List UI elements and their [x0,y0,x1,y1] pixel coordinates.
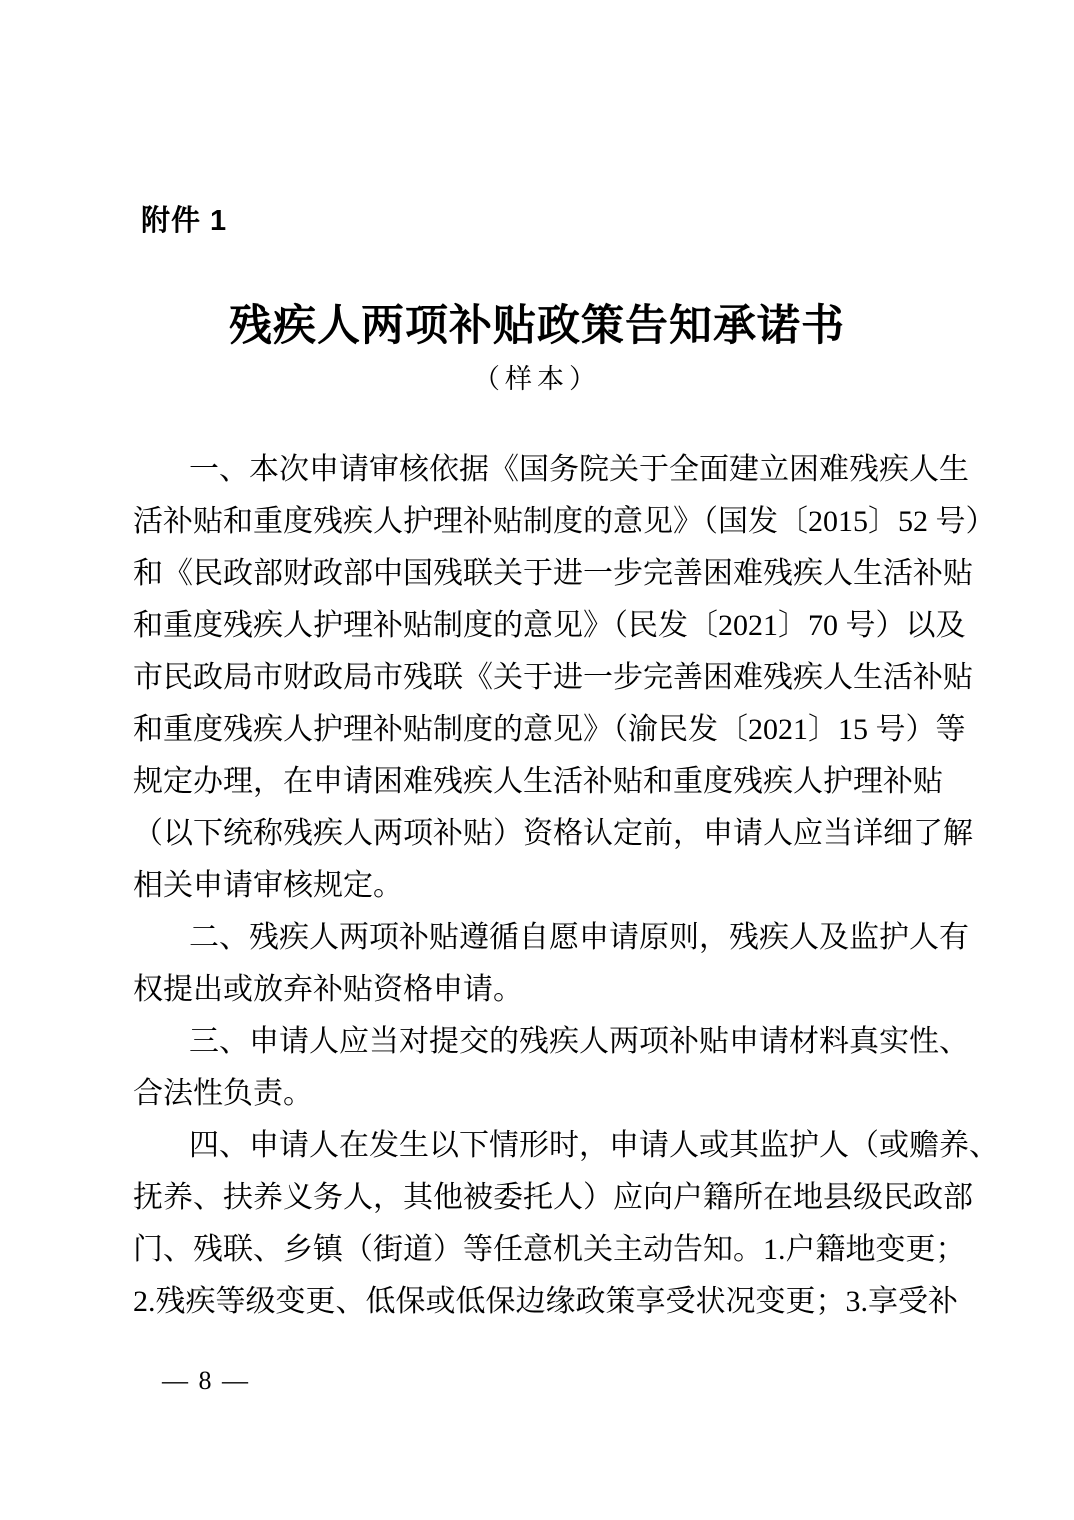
body-line: 抚养、扶养义务人，其他被委托人）应向户籍所在地县级民政部 [133,1181,973,1214]
body-line: 市民政局市财政局市残联《关于进一步完善困难残疾人生活补贴 [133,661,973,694]
body-line: 2.残疾等级变更、低保或低保边缘政策享受状况变更；3.享受补 [133,1285,958,1318]
doc-subtitle: （样本） [473,364,601,394]
document-body [133,444,999,1328]
page-number: — 8 — [162,1366,250,1395]
body-line: 和重度残疾人护理补贴制度的意见》（渝民发〔2021〕15 号）等 [133,713,966,746]
page-title: 残疾人两项补贴政策告知承诺书 [229,303,845,350]
body-line: 和重度残疾人护理补贴制度的意见》（民发〔2021〕70 号）以及 [133,609,966,642]
body-line: 权提出或放弃补贴资格申请。 [133,973,523,1006]
body-line: 二、残疾人两项补贴遵循自愿申请原则，残疾人及监护人有 [189,921,969,954]
body-line: 三、申请人应当对提交的残疾人两项补贴申请材料真实性、 [189,1025,969,1058]
attachment-label: 附件 1 [141,205,228,237]
body-line: 和《民政部财政部中国残联关于进一步完善困难残疾人生活补贴 [133,557,973,590]
body-line: 规定办理，在申请困难残疾人生活补贴和重度残疾人护理补贴 [133,765,943,798]
body-line: 一、本次申请审核依据《国务院关于全面建立困难残疾人生 [189,453,969,486]
body-line: 四、申请人在发生以下情形时，申请人或其监护人（或赡养、 [189,1129,999,1162]
body-line: （以下统称残疾人两项补贴）资格认定前，申请人应当详细了解 [133,817,973,850]
body-line: 合法性负责。 [133,1077,313,1110]
body-line: 门、残联、乡镇（街道）等任意机关主动告知。1.户籍地变更； [133,1233,966,1266]
body-line: 相关申请审核规定。 [133,869,403,902]
body-line: 活补贴和重度残疾人护理补贴制度的意见》（国发〔2015〕52 号） [133,505,996,538]
